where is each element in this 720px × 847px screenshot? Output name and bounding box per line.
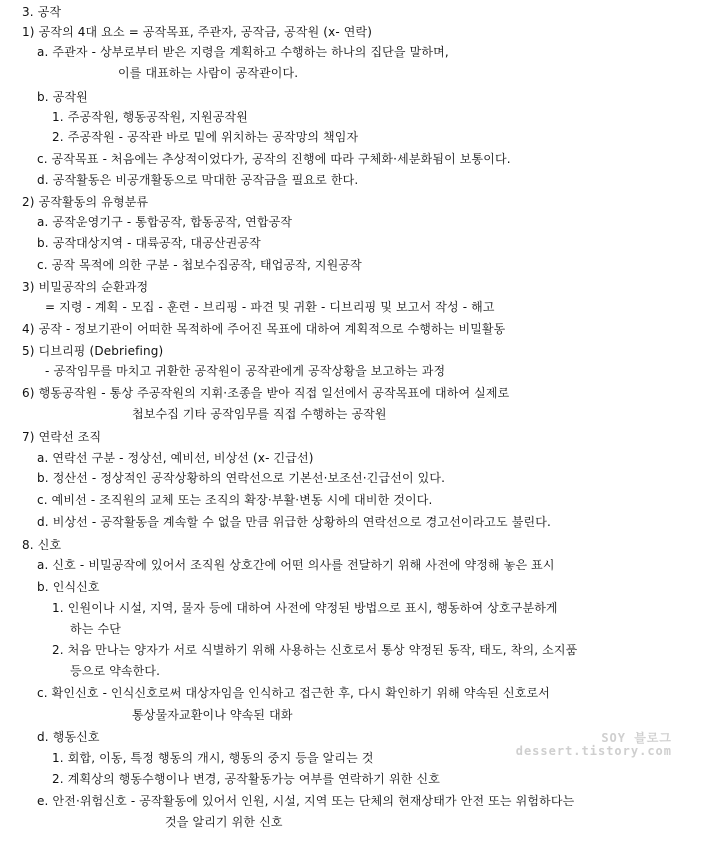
list-item: b. 인식신호 [37, 580, 100, 594]
list-item: a. 연락선 구분 - 정상선, 예비선, 비상선 (x- 긴급선) [37, 451, 314, 465]
watermark-blog-url: dessert.tistory.com [515, 744, 672, 758]
list-item: a. 신호 - 비밀공작에 있어서 조직원 상호간에 어떤 의사를 전달하기 위해 사전에 약정해 놓은 표시 [37, 558, 555, 572]
section-heading: 8. 신호 [22, 538, 62, 552]
list-item: c. 예비선 - 조직원의 교체 또는 조직의 확장·부활·변동 시에 대비한 것이다. [37, 493, 433, 507]
list-item: a. 공작운영기구 - 통합공작, 합동공작, 연합공작 [37, 215, 293, 229]
list-item: 2. 주공작원 - 공작관 바로 밑에 위치하는 공작망의 책임자 [52, 130, 359, 144]
subsection-heading: 4) 공작 - 정보기관이 어떠한 목적하에 주어진 목표에 대하여 계획적으로 수행하는 비밀활동 [22, 322, 506, 336]
list-item: c. 공작목표 - 처음에는 추상적이었다가, 공작의 진행에 따라 구체화·세분화됨이 보통이다. [37, 152, 511, 166]
list-item-continuation: 이를 대표하는 사람이 공작관이다. [118, 66, 299, 80]
subsection-heading: 7) 연락선 조직 [22, 430, 102, 444]
list-item: = 지령 - 계획 - 모집 - 훈련 - 브리핑 - 파견 및 귀환 - 디브리핑 및 보고서 작성 - 해고 [45, 300, 495, 314]
list-item-continuation: 첩보수집 기타 공작임무를 직접 수행하는 공작원 [132, 407, 387, 421]
list-item: 2. 처음 만나는 양자가 서로 식별하기 위해 사용하는 신호로서 통상 약정된 동작, 태도, 착의, 소지품 [52, 643, 578, 657]
list-item: d. 비상선 - 공작활동을 계속할 수 없을 만큼 위급한 상황하의 연락선으로 경고선이라고도 불린다. [37, 515, 551, 529]
list-item: 2. 계획상의 행동수행이나 변경, 공작활동가능 여부를 연락하기 위한 신호 [52, 772, 440, 786]
list-item: c. 공작 목적에 의한 구분 - 첩보수집공작, 태업공작, 지원공작 [37, 258, 362, 272]
list-item: b. 공작원 [37, 90, 88, 104]
list-item: 1. 회합, 이동, 특정 행동의 개시, 행동의 중지 등을 알리는 것 [52, 751, 374, 765]
subsection-heading: 5) 디브리핑 (Debriefing) [22, 344, 164, 358]
list-item: e. 안전·위험신호 - 공작활동에 있어서 인원, 시설, 지역 또는 단체의 현재상태가 안전 또는 위험하다는 [37, 794, 575, 808]
list-item-continuation: 통상물자교환이나 약속된 대화 [132, 708, 293, 722]
list-item-continuation: 등으로 약속한다. [70, 664, 161, 678]
list-item: d. 공작활동은 비공개활동으로 막대한 공작금을 필요로 한다. [37, 173, 359, 187]
list-item: c. 확인신호 - 인식신호로써 대상자임을 인식하고 접근한 후, 다시 확인하기 위해 약속된 신호로서 [37, 686, 550, 700]
subsection-heading: 2) 공작활동의 유형분류 [22, 195, 149, 209]
list-item-continuation: 하는 수단 [70, 622, 121, 636]
list-item: 1. 인원이나 시설, 지역, 물자 등에 대하여 사전에 약정된 방법으로 표시, 행동하여 상호구분하게 [52, 601, 558, 615]
subsection-heading: 3) 비밀공작의 순환과정 [22, 280, 149, 294]
subsection-heading: 6) 행동공작원 - 통상 주공작원의 지휘·조종을 받아 직접 일선에서 공작목표에 대하여 실제로 [22, 386, 510, 400]
watermark-blog-name: SOY 블로그 [601, 731, 672, 745]
list-item: b. 정산선 - 정상적인 공작상황하의 연락선으로 기본선·보조선·긴급선이 있다. [37, 471, 446, 485]
list-item-continuation: 것을 알리기 위한 신호 [165, 815, 283, 829]
list-item: b. 공작대상지역 - 대륙공작, 대공산권공작 [37, 236, 261, 250]
subsection-heading: 1) 공작의 4대 요소 = 공작목표, 주관자, 공작금, 공작원 (x- 연락) [22, 25, 373, 39]
list-item: - 공작임무를 마치고 귀환한 공작원이 공작관에게 공작상황을 보고하는 과정 [45, 364, 446, 378]
list-item: 1. 주공작원, 행동공작원, 지원공작원 [52, 110, 248, 124]
section-heading: 3. 공작 [22, 5, 62, 19]
list-item: d. 행동신호 [37, 730, 100, 744]
list-item: a. 주관자 - 상부로부터 받은 지령을 계획하고 수행하는 하나의 집단을 말하며, [37, 45, 449, 59]
